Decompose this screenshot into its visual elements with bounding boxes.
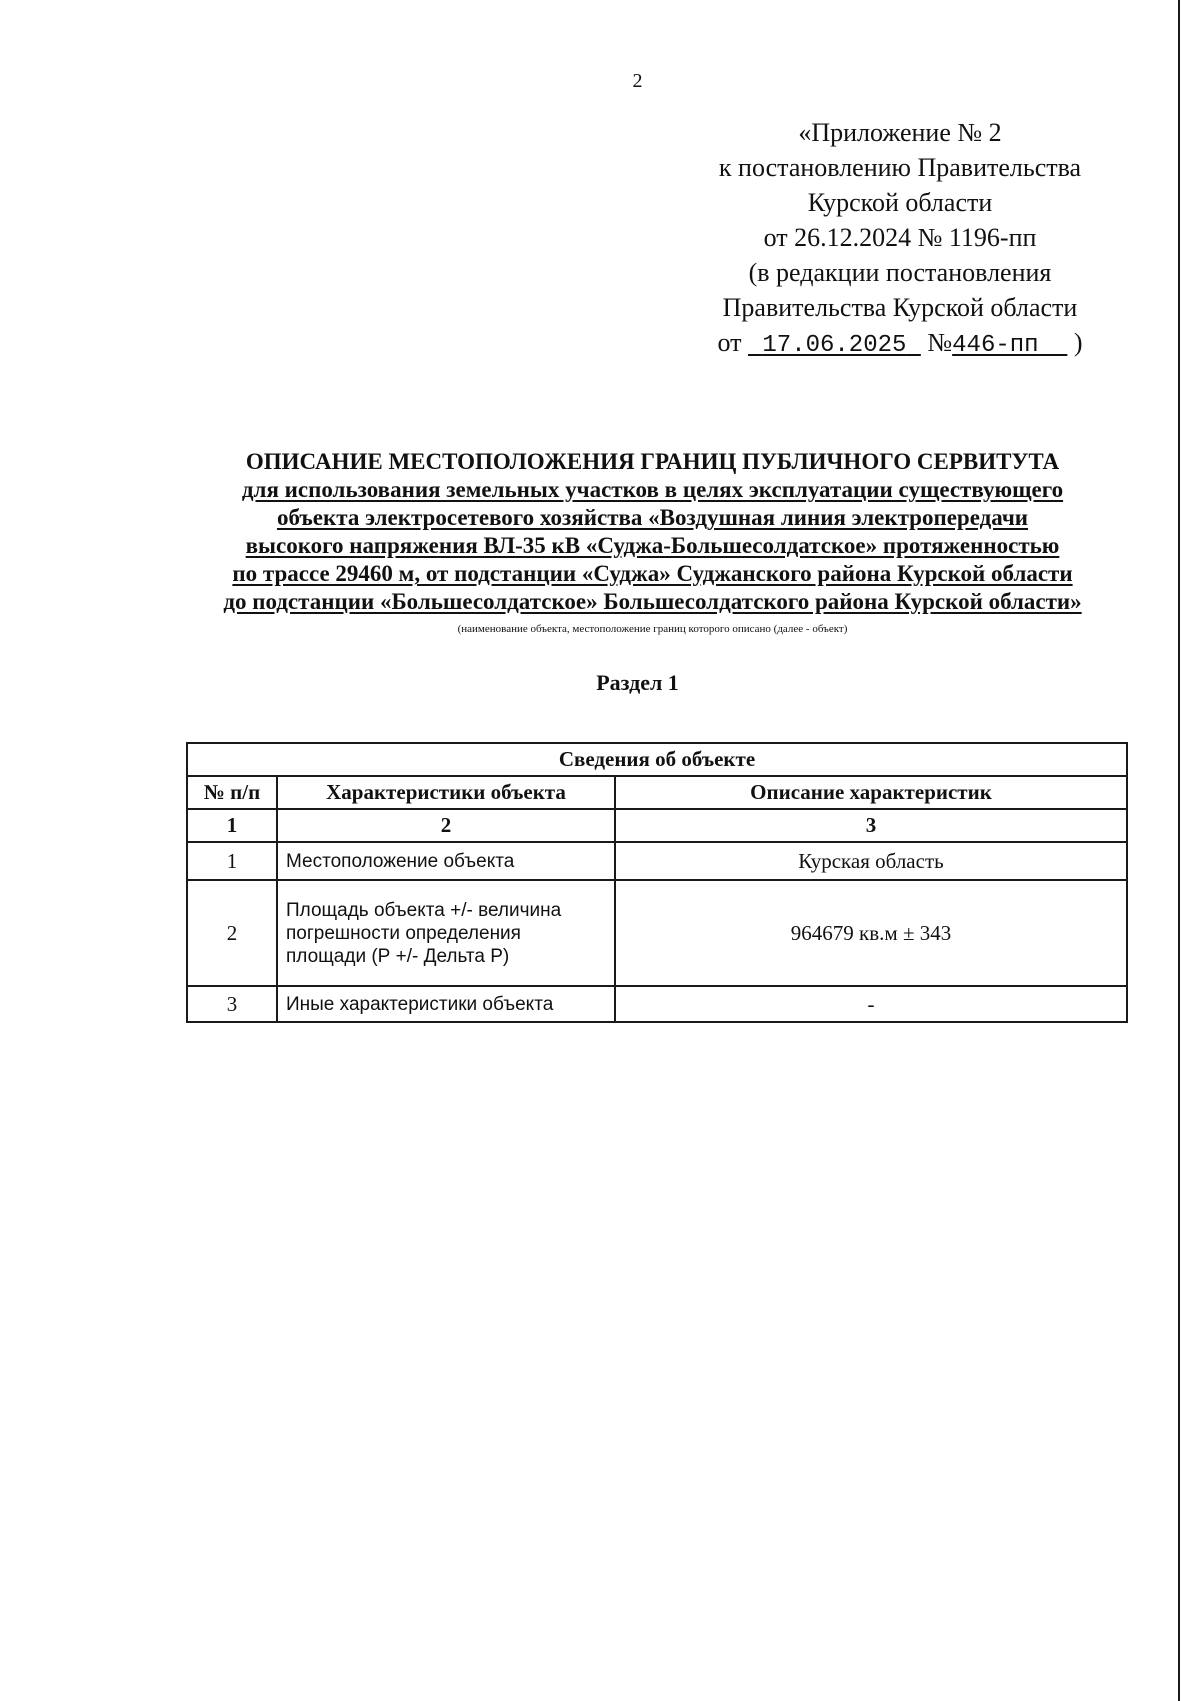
appendix-line-3: Курской области xyxy=(807,188,993,217)
appendix-line-2: к постановлению Правительства xyxy=(718,153,1082,182)
title-sub-line: высокого напряжения ВЛ-35 кВ «Суджа-Большесолдатское» протяженностью xyxy=(245,533,1060,558)
table-index-row xyxy=(187,809,1127,842)
document-title xyxy=(140,448,1165,616)
amendment-number: 446-пп xyxy=(952,332,1039,359)
title-main: ОПИСАНИЕ МЕСТОПОЛОЖЕНИЯ ГРАНИЦ ПУБЛИЧНОГО СЕРВИТУТА xyxy=(245,449,1060,474)
title-sub-line: до подстанции «Большесолдатское» Большесолдатского района Курской области» xyxy=(223,589,1082,614)
title-sub-line: для использования земельных участков в целях эксплуатации существующего xyxy=(241,477,1064,502)
table-row xyxy=(187,842,1127,880)
appendix-line-5: (в редакции постановления xyxy=(748,258,1052,287)
row-description: 964679 кв.м ± 343 xyxy=(615,880,1127,986)
title-caption: (наименование объекта, местоположение границ которого описано (далее - объект) xyxy=(457,623,848,635)
title-sub-line: по трассе 29460 м, от подстанции «Суджа» Суджанского района Курской области xyxy=(232,561,1073,586)
table-heading: Сведения об объекте xyxy=(187,743,1127,776)
title-sub-line: объекта электросетевого хозяйства «Воздушная линия электропередачи xyxy=(276,505,1029,530)
appendix-line-6: Правительства Курской области xyxy=(722,293,1078,322)
table-heading-row xyxy=(187,743,1127,776)
row-num: 1 xyxy=(187,842,277,880)
amendment-date: 17.06.2025 xyxy=(762,332,907,359)
appendix-line-1: «Приложение № 2 xyxy=(798,118,1002,147)
index-cell: 2 xyxy=(277,809,615,842)
column-header-description: Описание характеристик xyxy=(615,776,1127,809)
section-heading: Раздел 1 xyxy=(596,670,679,695)
amendment-number-prefix: № xyxy=(927,328,953,357)
table-row xyxy=(187,880,1127,986)
page-number: 2 xyxy=(632,70,643,92)
object-info-table xyxy=(186,742,1128,1023)
table-header-row xyxy=(187,776,1127,809)
amendment-closing: ) xyxy=(1073,328,1083,357)
amendment-reference xyxy=(680,325,1120,363)
index-cell: 1 xyxy=(187,809,277,842)
appendix-header xyxy=(680,115,1120,363)
table-row xyxy=(187,986,1127,1022)
appendix-line-4: от 26.12.2024 № 1196-пп xyxy=(763,223,1037,252)
row-num: 2 xyxy=(187,880,277,986)
row-description: Курская область xyxy=(615,842,1127,880)
column-header-characteristic: Характеристики объекта xyxy=(277,776,615,809)
column-header-num: № п/п xyxy=(187,776,277,809)
row-description: - xyxy=(615,986,1127,1022)
row-characteristic: Иные характеристики объекта xyxy=(277,986,615,1022)
index-cell: 3 xyxy=(615,809,1127,842)
row-characteristic: Местоположение объекта xyxy=(277,842,615,880)
row-characteristic: Площадь объекта +/- величина погрешности определения площади (Р +/- Дельта Р) xyxy=(277,880,615,986)
row-num: 3 xyxy=(187,986,277,1022)
page-edge-line xyxy=(1178,0,1180,1701)
amendment-from-prefix: от xyxy=(717,328,742,357)
